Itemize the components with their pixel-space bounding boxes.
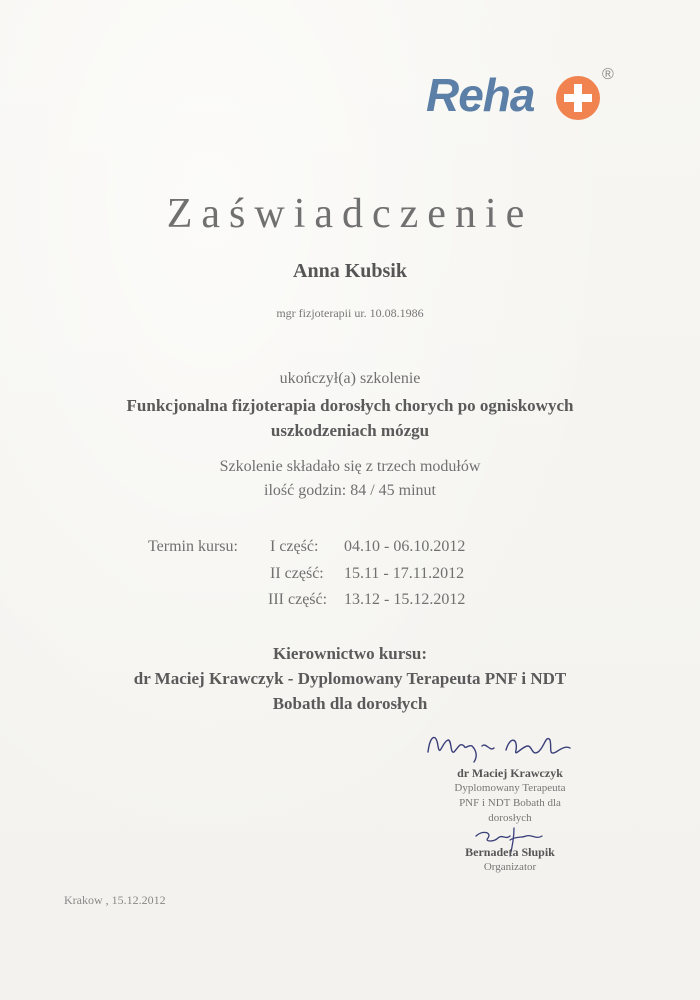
signature-block-2: [380, 845, 640, 875]
management-line2: Bobath dla dorosłych: [272, 694, 428, 713]
term-label: Termin kursu:: [148, 538, 238, 555]
modules-text: Szkolenie składało się z trzech modułów: [219, 458, 481, 475]
term-dates-1: 04.10 - 06.10.2012: [344, 538, 466, 555]
management-line1: dr Maciej Krawczyk - Dyplomowany Terapeuta PNF i NDT: [133, 669, 567, 688]
signatory-2-name: Bernadeta Słupik: [465, 845, 555, 859]
signature-block-1: [380, 766, 640, 826]
term-dates-3: 13.12 - 15.12.2012: [344, 591, 466, 608]
term-part-1: I część:: [270, 538, 319, 555]
recipient-name: Anna Kubsik: [293, 260, 407, 282]
plus-circle-icon: [554, 74, 602, 122]
certificate-title: Zaświadczenie: [166, 191, 534, 237]
course-name-line1: Funkcjonalna fizjoterapia dorosłych chorych po ogniskowych: [126, 396, 574, 415]
signatory-1-desc-3: dorosłych: [488, 812, 532, 824]
hours-text: ilość godzin: 84 / 45 minut: [264, 482, 436, 499]
term-part-3: III część:: [268, 591, 328, 608]
place-and-date: Krakow , 15.12.2012: [64, 893, 166, 907]
signature-krawczyk: [420, 722, 580, 768]
logo-text: Reha: [426, 69, 535, 121]
signatory-1-desc-2: PNF i NDT Bobath dla: [459, 797, 561, 809]
recipient-info: mgr fizjoterapii ur. 10.08.1986: [276, 306, 424, 320]
signatory-2-role: Organizator: [483, 861, 537, 873]
completed-text: ukończył(a) szkolenie: [279, 370, 421, 387]
term-dates-2: 15.11 - 17.11.2012: [344, 565, 465, 582]
reha-logo: [426, 62, 626, 128]
term-part-2: II część:: [270, 565, 324, 582]
management-label: Kierownictwo kursu:: [272, 644, 428, 663]
signatory-1-name: dr Maciej Krawczyk: [457, 766, 563, 780]
registered-mark: ®: [602, 66, 614, 83]
signatory-1-desc-1: Dyplomowany Terapeuta: [454, 782, 566, 794]
course-name-line2: uszkodzeniach mózgu: [270, 421, 430, 440]
